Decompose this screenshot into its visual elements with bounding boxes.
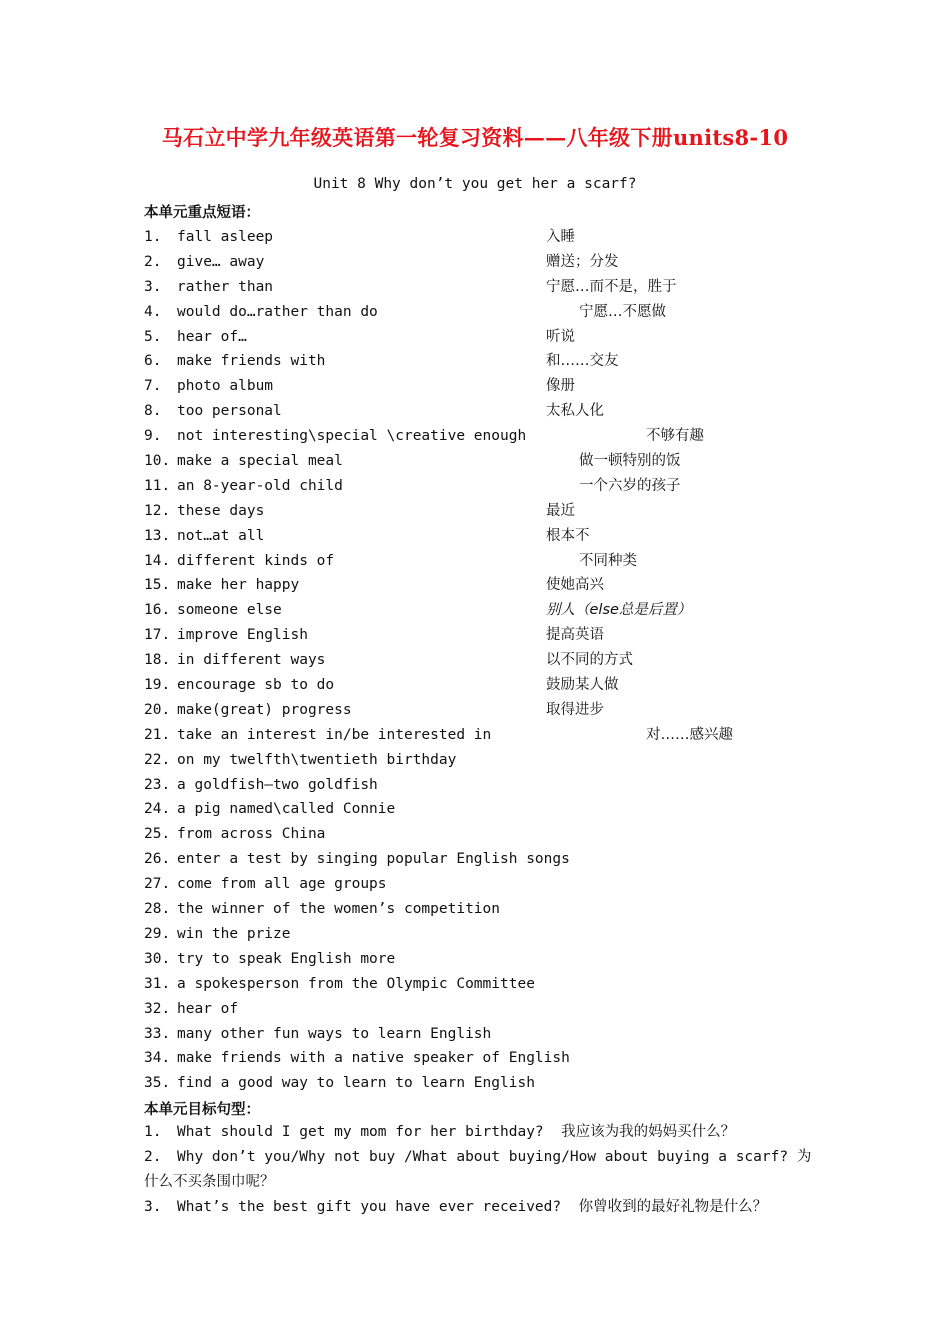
phrase-chinese: 取得进步	[546, 701, 604, 718]
phrase-row	[144, 947, 844, 972]
phrase-number: 15.	[144, 577, 171, 594]
phrase-english: make friends with a native speaker of English	[177, 1050, 570, 1067]
phrase-english: a goldfish—two goldfish	[177, 776, 378, 793]
phrase-chinese: 宁愿…不愿做	[579, 303, 666, 320]
phrase-english: rather than	[177, 278, 274, 295]
phrase-english: not interesting\special \creative enough	[177, 428, 527, 445]
phrase-english: hear of	[177, 1000, 239, 1017]
phrase-chinese: 赠送；分发	[546, 253, 619, 270]
phrase-number: 29.	[144, 925, 171, 942]
phrase-number: 30.	[144, 950, 171, 967]
phrase-row	[144, 374, 844, 399]
phrase-number: 4.	[144, 303, 162, 320]
phrase-row	[144, 997, 844, 1022]
phrase-chinese: 一个六岁的孩子	[579, 477, 681, 494]
phrase-english: not…at all	[177, 527, 265, 544]
phrase-number: 26.	[144, 851, 171, 868]
phrase-row	[144, 349, 844, 374]
phrases-heading: 本单元重点短语：	[144, 205, 260, 221]
phrase-chinese: 太私人化	[546, 403, 604, 420]
phrase-english: hear of…	[177, 328, 247, 345]
phrase-row	[144, 474, 844, 499]
phrase-row	[144, 723, 844, 748]
sentences-heading: 本单元目标句型：	[144, 1102, 260, 1118]
sentence-chinese: 你曾收到的最好礼物是什么？	[578, 1199, 768, 1215]
sentence-chinese: 为什么不买条围巾呢？	[144, 1149, 812, 1190]
phrase-chinese: 不同种类	[579, 552, 637, 569]
sentence-number: 3.	[144, 1199, 162, 1215]
sentence-english: Why don’t you/Why not buy /What about buying/How about buying a scarf?	[177, 1149, 789, 1165]
phrase-row	[144, 847, 844, 872]
phrase-number: 24.	[144, 801, 171, 818]
phrase-chinese: 最近	[546, 502, 575, 519]
phrase-number: 1.	[144, 229, 162, 245]
phrase-row	[144, 623, 844, 648]
phrase-row	[144, 573, 844, 598]
phrase-row	[144, 275, 844, 300]
phrase-number: 19.	[144, 677, 171, 694]
phrase-english: win the prize	[177, 925, 291, 942]
phrase-english: someone else	[177, 602, 282, 619]
phrase-english: an 8-year-old child	[177, 477, 343, 494]
phrase-number: 13.	[144, 527, 171, 544]
phrase-chinese: 宁愿…而不是，胜于	[546, 278, 677, 295]
phrase-number: 5.	[144, 328, 162, 345]
phrase-english: make a special meal	[177, 453, 343, 470]
phrase-number: 11.	[144, 477, 171, 494]
phrase-chinese: 根本不	[546, 527, 590, 544]
phrase-chinese: 像册	[546, 378, 575, 395]
phrase-row	[144, 1071, 844, 1096]
phrase-english: a pig named\called Connie	[177, 801, 396, 818]
phrase-english: fall asleep	[177, 229, 274, 245]
phrase-english: from across China	[177, 826, 326, 843]
phrase-chinese: 和……交友	[546, 353, 619, 370]
sentence-english: What’s the best gift you have ever received?	[177, 1199, 562, 1215]
phrase-number: 18.	[144, 652, 171, 669]
phrase-english: too personal	[177, 403, 282, 420]
phrase-row	[144, 897, 844, 922]
sentence-english: What should I get my mom for her birthday?	[177, 1124, 544, 1140]
phrase-english: come from all age groups	[177, 876, 387, 893]
phrase-english: enter a test by singing popular English songs	[177, 851, 570, 868]
phrase-english: try to speak English more	[177, 950, 396, 967]
phrase-row	[144, 1046, 844, 1071]
phrase-number: 25.	[144, 826, 171, 843]
phrase-number: 10.	[144, 453, 171, 470]
phrase-english: improve English	[177, 627, 308, 644]
phrase-row	[144, 972, 844, 997]
phrase-number: 3.	[144, 278, 162, 295]
phrase-row	[144, 822, 844, 847]
phrase-row	[144, 1022, 844, 1047]
phrase-english: different kinds of	[177, 552, 335, 569]
phrase-number: 21.	[144, 726, 171, 743]
phrase-chinese: 使她高兴	[546, 577, 604, 594]
phrase-number: 6.	[144, 353, 162, 370]
phrase-chinese: 别人（else总是后置）	[546, 602, 692, 619]
unit-heading: Unit 8 Why don’t you get her a scarf?	[313, 176, 637, 192]
phrase-number: 7.	[144, 378, 162, 395]
phrase-number: 12.	[144, 502, 171, 519]
phrase-row	[144, 524, 844, 549]
phrase-row	[144, 399, 844, 424]
phrase-english: these days	[177, 502, 265, 519]
phrase-row	[144, 549, 844, 574]
phrase-number: 35.	[144, 1075, 171, 1092]
phrase-english: photo album	[177, 378, 274, 395]
phrase-row	[144, 673, 844, 698]
phrase-english: on my twelfth\twentieth birthday	[177, 751, 457, 768]
phrase-row	[144, 449, 844, 474]
phrase-row	[144, 872, 844, 897]
phrase-number: 22.	[144, 751, 171, 768]
phrase-number: 17.	[144, 627, 171, 644]
phrase-number: 14.	[144, 552, 171, 569]
phrase-row	[144, 773, 844, 798]
phrase-row	[144, 325, 844, 350]
phrase-english: give… away	[177, 253, 265, 270]
phrase-number: 31.	[144, 975, 171, 992]
phrase-english: many other fun ways to learn English	[177, 1025, 492, 1042]
phrase-english: would do…rather than do	[177, 303, 378, 320]
sentence-chinese: 我应该为我的妈妈买什么？	[561, 1124, 736, 1140]
phrase-english: make(great) progress	[177, 701, 352, 718]
phrase-number: 23.	[144, 776, 171, 793]
phrase-chinese: 听说	[546, 328, 575, 345]
phrase-number: 16.	[144, 602, 171, 619]
phrase-english: make her happy	[177, 577, 300, 594]
phrase-number: 8.	[144, 403, 162, 420]
phrase-number: 2.	[144, 253, 162, 270]
phrase-english: find a good way to learn to learn English	[177, 1075, 535, 1092]
phrase-number: 27.	[144, 876, 171, 893]
phrase-chinese: 做一顿特别的饭	[579, 453, 681, 470]
phrase-row	[144, 648, 844, 673]
phrase-list	[144, 225, 844, 1096]
phrase-row	[144, 250, 844, 275]
sentence-number: 2.	[144, 1149, 162, 1165]
phrase-row	[144, 598, 844, 623]
phrase-row	[144, 300, 844, 325]
sentence-item	[144, 1195, 824, 1220]
phrase-chinese: 提高英语	[546, 627, 604, 644]
phrase-number: 33.	[144, 1025, 171, 1042]
phrase-row	[144, 748, 844, 773]
phrase-english: make friends with	[177, 353, 326, 370]
phrase-row	[144, 225, 844, 250]
phrase-row	[144, 424, 844, 449]
phrase-english: a spokesperson from the Olympic Committee	[177, 975, 535, 992]
sentence-number: 1.	[144, 1124, 162, 1140]
phrase-english: take an interest in/be interested in	[177, 726, 492, 743]
sentence-item	[144, 1120, 824, 1145]
phrase-row	[144, 797, 844, 822]
phrase-english: encourage sb to do	[177, 677, 335, 694]
phrase-row	[144, 698, 844, 723]
document-title: 马石立中学九年级英语第一轮复习资料——八年级下册units8-10	[161, 125, 789, 150]
phrase-chinese: 鼓励某人做	[546, 677, 619, 694]
sentence-item	[144, 1145, 824, 1195]
phrase-number: 20.	[144, 701, 171, 718]
phrase-chinese: 入睡	[546, 229, 575, 245]
phrase-number: 32.	[144, 1000, 171, 1017]
phrase-row	[144, 499, 844, 524]
phrase-chinese: 对……感兴趣	[646, 726, 733, 743]
phrase-english: the winner of the women’s competition	[177, 901, 501, 918]
phrase-number: 9.	[144, 428, 162, 445]
phrase-row	[144, 922, 844, 947]
phrase-chinese: 以不同的方式	[546, 652, 633, 669]
phrase-number: 28.	[144, 901, 171, 918]
phrase-chinese: 不够有趣	[646, 428, 704, 445]
phrase-number: 34.	[144, 1050, 171, 1067]
phrase-english: in different ways	[177, 652, 326, 669]
